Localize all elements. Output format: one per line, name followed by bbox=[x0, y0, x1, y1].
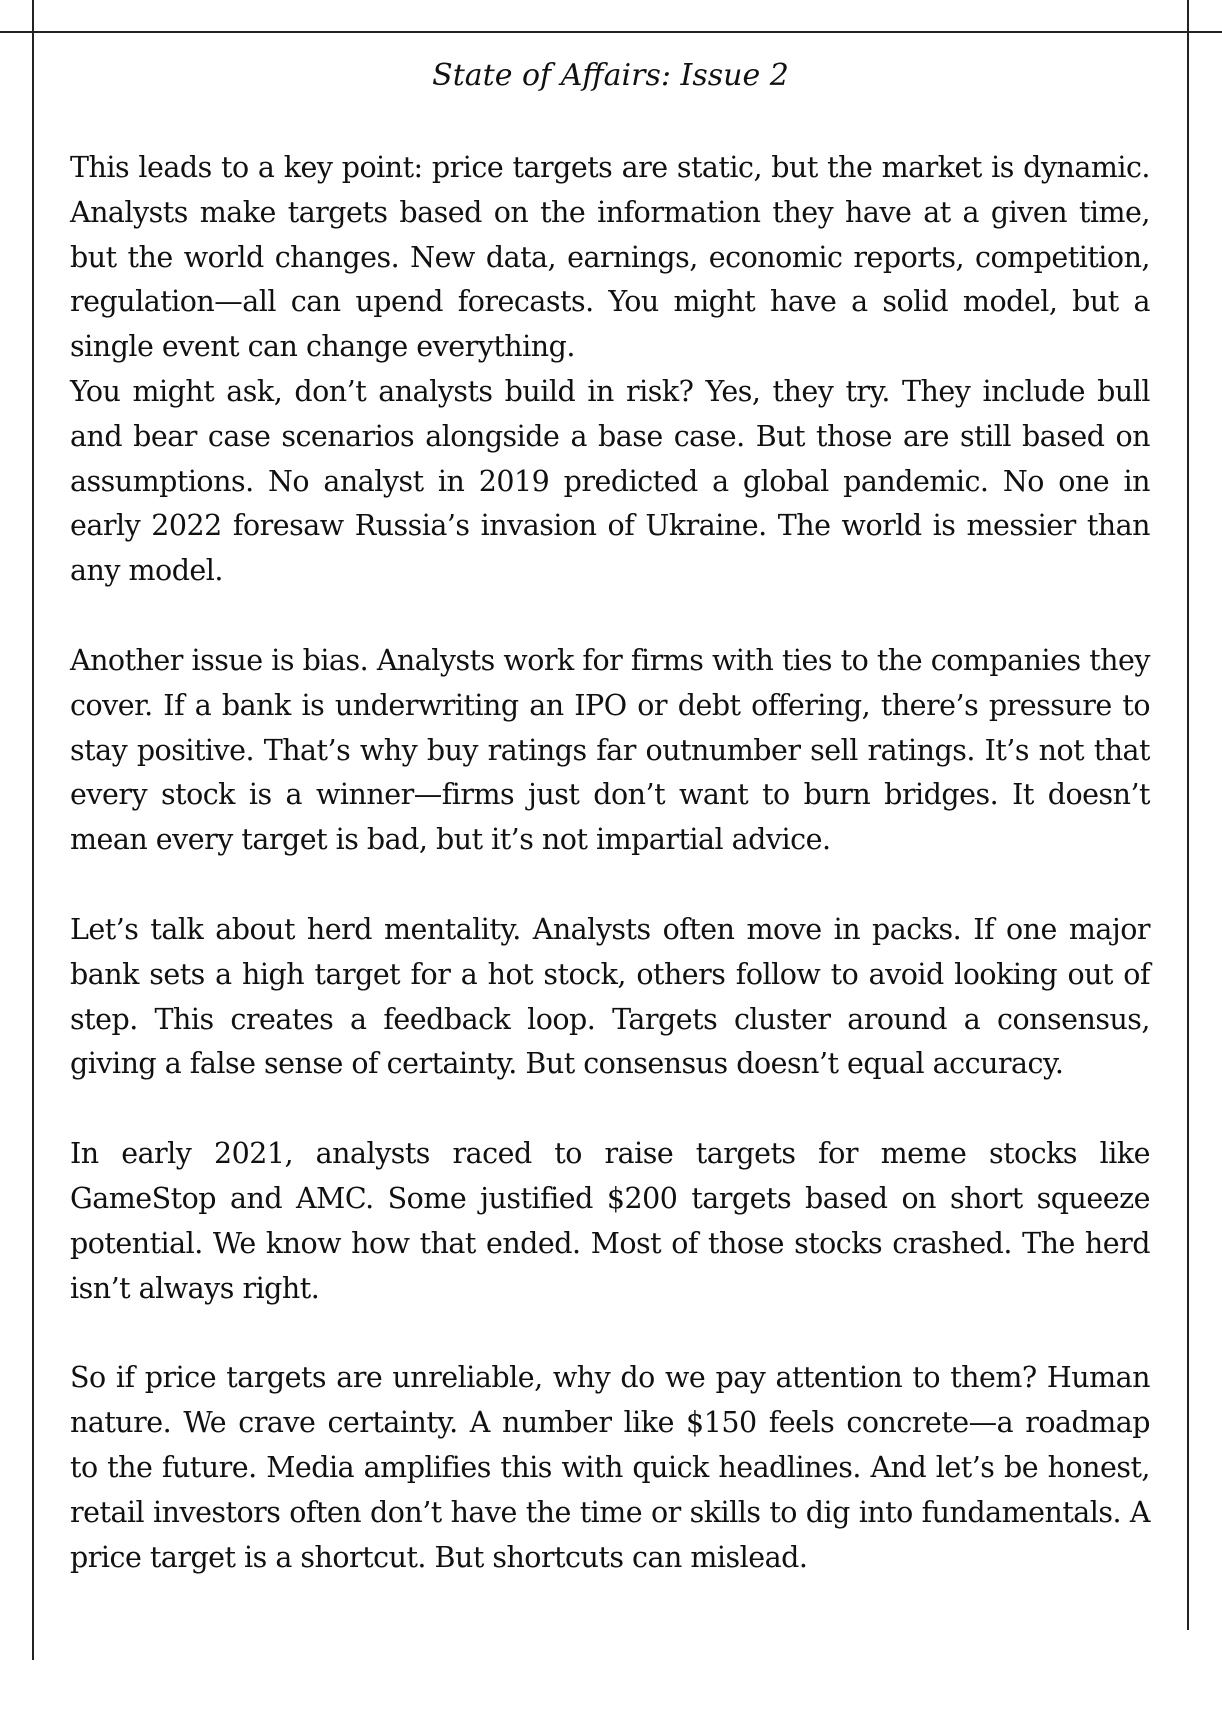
paragraph-4: Let’s talk about herd mentality. Analysts often move in packs. If one major bank sets a high target for a hot stock, others follow to avoid looking out of step. This creates a feedback loop. Targets cluster around a consensus, giving a false sense of certainty. But consensus doesn’t equal accuracy. bbox=[70, 912, 1150, 1081]
paragraph-5: In early 2021, analysts raced to raise targets for meme stocks like GameStop and AMC. Some justified $200 targets based on short squeeze potential. We know how that ended. Most of those stocks crashed. The herd isn’t always right. bbox=[70, 1137, 1150, 1305]
paragraph-3: Another issue is bias. Analysts work for firms with ties to the companies they cover. If a bank is underwriting an IPO or debt offering, there’s pressure to stay positive. That’s why buy ratings far outnumber sell ratings. It’s not that every stock is a winner—firms just don’t want to burn bridges. It doesn’t mean every target is bad, but it’s not impartial advice. bbox=[70, 643, 1150, 857]
article-body bbox=[70, 146, 1150, 1625]
right-border-rule bbox=[1187, 0, 1189, 1630]
paragraph-6: So if price targets are unreliable, why do we pay attention to them? Human nature. We crave certainty. A number like $150 feels concrete—a roadmap to the future. Media amplifies this with quick headlines. And let’s be honest, retail investors often don’t have the time or skills to dig into fundamentals. A price target is a shortcut. But shortcuts can mislead. bbox=[70, 1361, 1150, 1574]
top-border-rule bbox=[0, 31, 1222, 33]
paragraph-2: You might ask, don’t analysts build in risk? Yes, they try. They include bull and bear case scenarios alongside a base case. But those are still based on assumptions. No analyst in 2019 predicted a global pandemic. No one in early 2022 foresaw Russia’s invasion of Ukraine. The world is messier than any model. bbox=[70, 374, 1150, 588]
left-border-rule bbox=[32, 0, 34, 1660]
paragraph-1: This leads to a key point: price targets are static, but the market is dynamic. Analysts make targets based on the information they have at a given time, but the world changes. New data, earnings, economic reports, competition, regulation—all can upend forecasts. You might have a solid model, but a single event can change everything. bbox=[70, 151, 1150, 364]
page-title: State of Affairs: Issue 2 bbox=[432, 58, 789, 93]
